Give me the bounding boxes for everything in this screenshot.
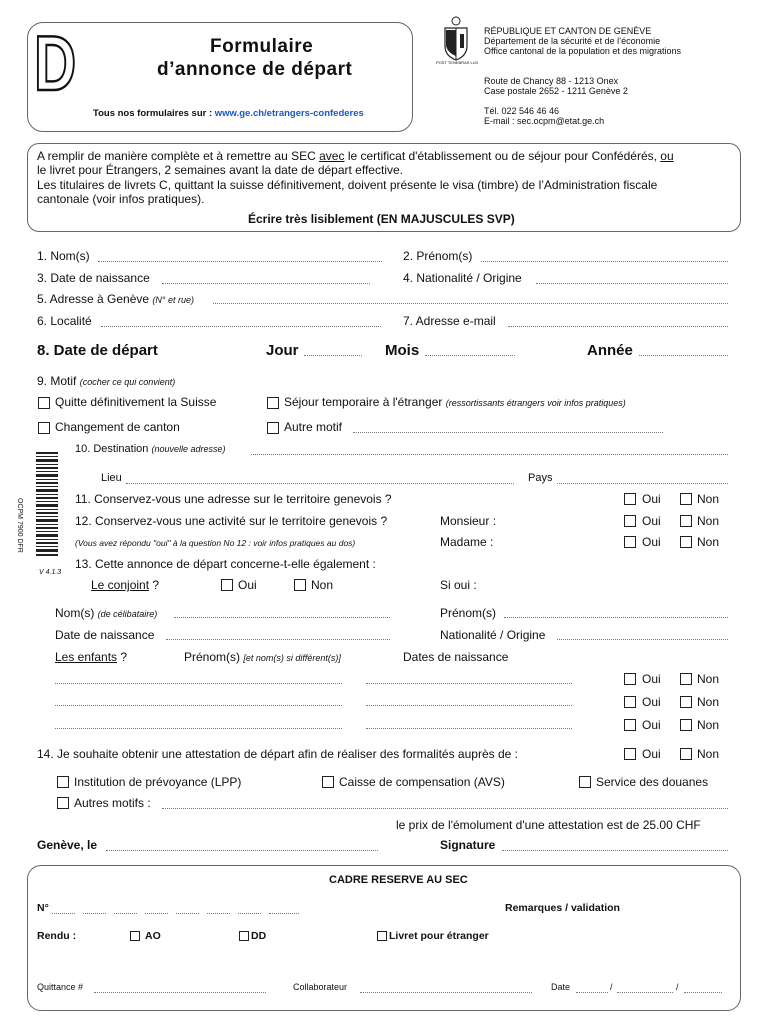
naissance-label: 3. Date de naissance: [37, 271, 150, 285]
destination-field[interactable]: [251, 454, 728, 455]
prenom-field[interactable]: [481, 261, 728, 262]
remarques-label: Remarques / validation: [505, 902, 620, 914]
enfant1-name-field[interactable]: [55, 683, 342, 684]
version-label: V 4.1.3: [39, 569, 62, 576]
enfant2-non-label: Non: [697, 695, 720, 709]
form-letter: D: [34, 19, 77, 107]
gov-line1: RÉPUBLIQUE ET CANTON DE GENÈVE: [484, 26, 652, 36]
quitte-checkbox[interactable]: [38, 397, 50, 409]
notice-text-c: le certificat d'établissement ou de séjour pour Confédérés,: [344, 149, 661, 163]
quittance-label: Quittance #: [37, 982, 84, 992]
write-clearly: Écrire très lisiblement (EN MAJUSCULES SVP): [248, 212, 515, 226]
collaborateur-label: Collaborateur: [293, 982, 348, 992]
quitte-label: Quitte définitivement la Suisse: [55, 395, 217, 409]
avs-label: Caisse de compensation (AVS): [339, 775, 505, 789]
enfants-qmark: ?: [117, 650, 128, 664]
geneve-le-field[interactable]: [106, 850, 378, 851]
reserved-no-seg4[interactable]: [145, 913, 168, 914]
forms-link[interactable]: www.ge.ch/etrangers-confederes: [214, 108, 364, 119]
date-month-field[interactable]: [617, 992, 673, 993]
reserved-no-seg2[interactable]: [83, 913, 106, 914]
dates-naissance-label: Dates de naissance: [403, 650, 509, 664]
enfant1-date-field[interactable]: [366, 683, 572, 684]
sejour-label: [284, 395, 626, 409]
adresse-text: 5. Adresse à Genève: [37, 292, 150, 306]
monsieur-non-checkbox[interactable]: [680, 515, 692, 527]
mois-field[interactable]: [425, 355, 515, 356]
geneve-le-label: Genève, le: [37, 838, 98, 852]
q14-oui-label: Oui: [642, 747, 661, 761]
localite-label: 6. Localité: [37, 314, 92, 328]
conjoint-non-checkbox[interactable]: [294, 579, 306, 591]
q11-non-checkbox[interactable]: [680, 493, 692, 505]
dd-checkbox[interactable]: [239, 931, 249, 941]
quittance-field[interactable]: [94, 992, 266, 993]
enfant2-name-field[interactable]: [55, 705, 342, 706]
reserved-no-seg3[interactable]: [114, 913, 137, 914]
enfant2-oui-label: Oui: [642, 695, 661, 709]
conjoint-label: Le conjoint: [91, 578, 150, 592]
enfant1-oui-checkbox[interactable]: [624, 673, 636, 685]
prenom-label: 2. Prénom(s): [403, 249, 473, 263]
enfants-prenoms-label: [184, 650, 341, 664]
enfant1-oui-label: Oui: [642, 672, 661, 686]
date-day-field[interactable]: [576, 992, 608, 993]
q11-oui-checkbox[interactable]: [624, 493, 636, 505]
notice-text-a: A remplir de manière complète et à remettre au SEC: [37, 149, 320, 163]
gov-line3: Office cantonal de la population et des migrations: [484, 46, 681, 56]
enfant3-non-label: Non: [697, 718, 720, 732]
date-slash1: /: [610, 982, 613, 992]
conjoint-prenoms-label: Prénom(s): [440, 606, 497, 620]
autres-motifs-checkbox[interactable]: [57, 797, 69, 809]
email-contact: E-mail : sec.ocpm@etat.ge.ch: [484, 116, 605, 126]
enfants-label: Les enfants: [55, 650, 118, 664]
email-label: 7. Adresse e-mail: [403, 314, 496, 328]
annee-label: Année: [587, 342, 633, 359]
notice-line2: le livret pour Étrangers, 2 semaines avant la date de départ effective.: [37, 163, 403, 177]
notice-text-b: avec: [319, 149, 345, 163]
ao-checkbox[interactable]: [130, 931, 140, 941]
conjoint-naissance-field[interactable]: [166, 639, 390, 640]
lpp-checkbox[interactable]: [57, 776, 69, 788]
changement-checkbox[interactable]: [38, 422, 50, 434]
collaborateur-field[interactable]: [360, 992, 532, 993]
enfant3-name-field[interactable]: [55, 728, 342, 729]
dd-label: DD: [251, 930, 267, 942]
reserved-no-seg6[interactable]: [207, 913, 230, 914]
nom-field[interactable]: [98, 261, 382, 262]
mois-label: Mois: [385, 342, 420, 359]
douanes-checkbox[interactable]: [579, 776, 591, 788]
addr-line1: Route de Chancy 88 - 1213 Onex: [484, 76, 619, 86]
q11-non-label: Non: [697, 492, 720, 506]
monsieur-non-label: Non: [697, 514, 720, 528]
lieu-label: Lieu: [101, 472, 122, 484]
enfant3-non-checkbox[interactable]: [680, 719, 692, 731]
enfant3-oui-checkbox[interactable]: [624, 719, 636, 731]
nom-celib-field[interactable]: [174, 617, 390, 618]
destination-label: [75, 443, 226, 455]
notice-text-d: ou: [660, 149, 674, 163]
addr-line2: Case postale 2652 - 1211 Genève 2: [484, 86, 628, 96]
ao-label: AO: [145, 930, 161, 942]
reserved-no-seg5[interactable]: [176, 913, 199, 914]
q11-label: 11. Conservez-vous une adresse sur le territoire genevois ?: [75, 492, 392, 506]
adresse-hint: (N° et rue): [152, 295, 195, 305]
madame-non-label: Non: [697, 535, 720, 549]
pays-field[interactable]: [557, 483, 728, 484]
rendu-label: Rendu :: [37, 930, 77, 942]
destination-hint: (nouvelle adresse): [151, 444, 226, 454]
nom-label: 1. Nom(s): [37, 249, 90, 263]
reserved-no-seg8[interactable]: [269, 913, 299, 914]
barcode-icon: [36, 452, 58, 556]
destination-text: 10. Destination: [75, 443, 149, 455]
conjoint-prenoms-field[interactable]: [504, 617, 728, 618]
q12-label: 12. Conservez-vous une activité sur le territoire genevois ?: [75, 514, 388, 528]
enfants-prenoms-hint: [et nom(s) si différent(s)]: [243, 653, 341, 663]
enfant3-date-field[interactable]: [366, 728, 572, 729]
conjoint-line: [91, 578, 159, 592]
conjoint-oui-label: Oui: [238, 578, 257, 592]
gov-line2: Département de la sécurité et de l’économie: [484, 36, 661, 46]
conjoint-oui-checkbox[interactable]: [221, 579, 233, 591]
notice-line3: Les titulaires de livrets C, quittant la suisse définitivement, doivent présente le visa (timbre) de l’Administration fiscale: [37, 178, 658, 192]
enfants-line: [55, 650, 127, 664]
date-label: Date: [551, 982, 571, 992]
conjoint-nat-label: Nationalité / Origine: [440, 628, 546, 642]
nationalite-field[interactable]: [536, 283, 728, 284]
lpp-label: Institution de prévoyance (LPP): [74, 775, 242, 789]
motto: POST TENEBRAS LUX: [436, 60, 479, 65]
madame-oui-label: Oui: [642, 535, 661, 549]
adresse-field[interactable]: [213, 303, 728, 304]
date-slash2: /: [676, 982, 679, 992]
autre-label: Autre motif: [284, 420, 343, 434]
madame-label: Madame :: [440, 535, 494, 549]
enfant3-oui-label: Oui: [642, 718, 661, 732]
q13-label: 13. Cette annonce de départ concerne-t-elle également :: [75, 557, 376, 571]
all-forms-line: [93, 108, 364, 119]
q12-hint: (Vous avez répondu "oui" à la question No 12 : voir infos pratiques au dos): [75, 538, 356, 548]
q11-oui-label: Oui: [642, 492, 661, 506]
conjoint-naissance-label: Date de naissance: [55, 628, 155, 642]
jour-field[interactable]: [304, 355, 362, 356]
madame-oui-checkbox[interactable]: [624, 536, 636, 548]
nom-celib-hint: (de célibataire): [97, 609, 158, 619]
nationalite-label: 4. Nationalité / Origine: [403, 271, 522, 285]
notice-line4: cantonale (voir infos pratiques).: [37, 192, 205, 206]
changement-label: Changement de canton: [55, 420, 180, 434]
q14-non-label: Non: [697, 747, 720, 761]
q14-non-checkbox[interactable]: [680, 748, 692, 760]
annee-field[interactable]: [639, 355, 728, 356]
email-field[interactable]: [508, 326, 728, 327]
reserved-no-seg7[interactable]: [238, 913, 261, 914]
autres-motifs-label: Autres motifs :: [74, 796, 151, 810]
enfant2-non-checkbox[interactable]: [680, 696, 692, 708]
madame-non-checkbox[interactable]: [680, 536, 692, 548]
reserved-no-seg1[interactable]: [52, 913, 75, 914]
coat-of-arms-icon: [441, 16, 471, 66]
reserved-no-label: N°: [37, 902, 49, 914]
enfant2-oui-checkbox[interactable]: [624, 696, 636, 708]
form-title-line1: Formulaire: [210, 36, 314, 57]
tel: Tél. 022 546 46 46: [484, 106, 560, 116]
sejour-checkbox[interactable]: [267, 397, 279, 409]
date-depart-label: 8. Date de départ: [37, 342, 158, 359]
autre-field[interactable]: [353, 432, 663, 433]
livret-label: Livret pour étranger: [389, 930, 489, 942]
douanes-label: Service des douanes: [596, 775, 709, 789]
motif-hint: (cocher ce qui convient): [79, 377, 176, 387]
enfant1-non-checkbox[interactable]: [680, 673, 692, 685]
nom-celib-label: [55, 606, 157, 620]
livret-checkbox[interactable]: [377, 931, 387, 941]
localite-field[interactable]: [101, 326, 381, 327]
form-title-line2: d’annonce de départ: [157, 59, 353, 80]
autre-checkbox[interactable]: [267, 422, 279, 434]
conjoint-nat-field[interactable]: [557, 639, 728, 640]
reserved-title: CADRE RESERVE AU SEC: [329, 874, 468, 886]
notice-line1: [37, 149, 674, 163]
prix-note: le prix de l'émolument d'une attestation est de 25.00 CHF: [396, 818, 701, 832]
sejour-hint: (ressortissants étrangers voir infos pratiques): [445, 398, 626, 408]
nom-celib-text: Nom(s): [55, 606, 95, 620]
all-forms-label: Tous nos formulaires sur :: [93, 108, 215, 119]
q14-label: 14. Je souhaite obtenir une attestation de départ afin de réaliser des formalités auprès de :: [37, 747, 518, 761]
monsieur-oui-checkbox[interactable]: [624, 515, 636, 527]
q14-oui-checkbox[interactable]: [624, 748, 636, 760]
motif-text: 9. Motif: [37, 374, 77, 388]
motif-label: [37, 374, 175, 388]
enfant1-non-label: Non: [697, 672, 720, 686]
enfant2-date-field[interactable]: [366, 705, 572, 706]
lieu-field[interactable]: [126, 483, 514, 484]
enfants-prenoms-text: Prénom(s): [184, 650, 241, 664]
signature-label: Signature: [440, 838, 496, 852]
avs-checkbox[interactable]: [322, 776, 334, 788]
sejour-text: Séjour temporaire à l'étranger: [284, 395, 443, 409]
monsieur-label: Monsieur :: [440, 514, 497, 528]
barcode-text: OCPM 7900 DFR: [16, 498, 23, 553]
monsieur-oui-label: Oui: [642, 514, 661, 528]
signature-field[interactable]: [502, 850, 728, 851]
conjoint-qmark: ?: [149, 578, 160, 592]
date-year-field[interactable]: [684, 992, 722, 993]
jour-label: Jour: [266, 342, 299, 359]
naissance-field[interactable]: [162, 283, 370, 284]
pays-label: Pays: [528, 472, 553, 484]
autres-motifs-field[interactable]: [162, 808, 728, 809]
si-oui-label: Si oui :: [440, 578, 477, 592]
adresse-label: [37, 292, 194, 306]
conjoint-non-label: Non: [311, 578, 334, 592]
